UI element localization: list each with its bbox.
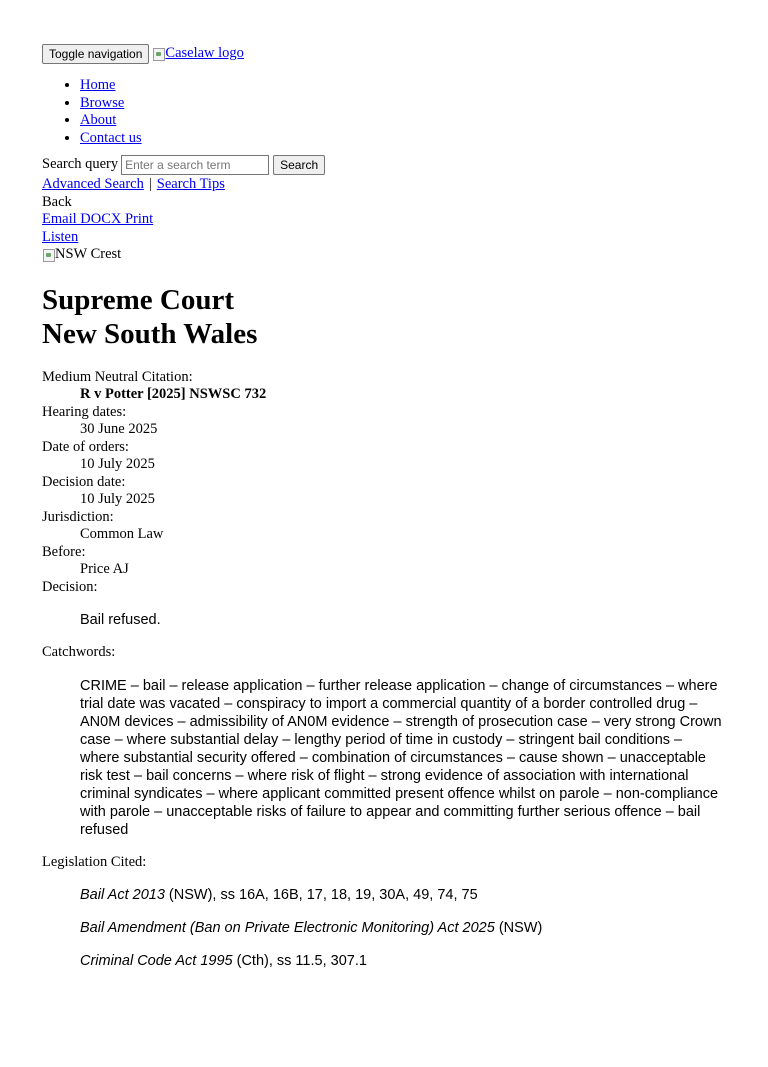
back-text: Back — [42, 193, 72, 210]
before-value: Price AJ — [80, 561, 129, 577]
nav-link-browse[interactable]: Browse — [80, 94, 125, 111]
before-label: Before: — [42, 543, 86, 560]
nsw-crest-alt-text: NSW Crest — [55, 246, 122, 262]
citation-value: R v Potter [2025] NSWSC 732 — [80, 386, 267, 402]
main-nav — [42, 77, 726, 147]
legislation-details: (Cth), ss 11.5, 307.1 — [232, 953, 367, 969]
page — [0, 43, 768, 970]
judgment-metadata — [42, 369, 726, 597]
nav-item-about — [80, 112, 726, 130]
search-input[interactable] — [121, 155, 269, 175]
court-heading-line-1: Supreme Court — [42, 283, 234, 316]
legislation-details: (NSW) — [494, 920, 543, 936]
nav-item-home — [80, 77, 726, 95]
decision-label: Decision: — [42, 578, 98, 595]
decision-date-value: 10 July 2025 — [80, 491, 155, 507]
advanced-search-link[interactable]: Advanced Search — [42, 176, 144, 192]
search-tips-link[interactable]: Search Tips — [156, 176, 225, 192]
search-button[interactable]: Search — [273, 155, 325, 175]
legislation-cited-list — [42, 886, 726, 970]
nav-link-home[interactable]: Home — [80, 77, 116, 93]
search-links-separator: | — [148, 176, 152, 192]
hearing-dates-label: Hearing dates: — [42, 403, 127, 420]
date-of-orders-value: 10 July 2025 — [80, 456, 155, 472]
search-label: Search query — [42, 156, 119, 173]
legislation-title: Bail Amendment (Ban on Private Electronic Monitoring) Act 2025 — [80, 920, 495, 936]
citation-label: Medium Neutral Citation: — [42, 368, 193, 385]
caselaw-logo-link[interactable] — [152, 45, 244, 63]
nav-item-browse — [80, 95, 726, 113]
legislation-title: Bail Act 2013 — [80, 887, 165, 903]
email-docx-print-link[interactable]: Email DOCX Print — [42, 211, 154, 227]
legislation-item — [80, 919, 726, 937]
decision-value: Bail refused. — [80, 612, 161, 628]
legislation-title: Criminal Code Act 1995 — [80, 953, 233, 969]
catchwords-text: CRIME – bail – release application – further release application – change of circumstances – where trial date was vacated – conspiracy to import a commercial quantity of a border controlled drug – AN0M devices – admissibility of AN0M evidence – strength of prosecution case – very strong Crown case – where substantial delay – lengthy period of time in custody – stringent bail conditions – where substantial security offered – combination of circumstances – cause shown – unacceptable risk test – bail concerns – where risk of flight – strong evidence of association with international criminal syndicates – where applicant committed present offence whilst on parole – non-compliance with parole – unacceptable risks of failure to appear and committing further serious offence – bail refused — [80, 677, 722, 838]
nav-link-about[interactable]: About — [80, 112, 117, 128]
nav-link-contact[interactable]: Contact us — [80, 129, 142, 146]
court-heading-line-2: New South Wales — [42, 317, 258, 350]
search-bar — [42, 154, 726, 176]
jurisdiction-value: Common Law — [80, 526, 164, 542]
document-actions — [42, 211, 726, 229]
nsw-crest — [42, 246, 726, 264]
hearing-dates-value: 30 June 2025 — [80, 421, 158, 437]
legislation-details: (NSW), ss 16A, 16B, 17, 18, 19, 30A, 49, 74, 75 — [164, 887, 478, 903]
toggle-navigation-button[interactable]: Toggle navigation — [42, 44, 149, 64]
legislation-item — [80, 952, 726, 970]
broken-image-icon — [42, 248, 55, 262]
listen-row — [42, 229, 726, 247]
nav-item-contact — [80, 130, 726, 148]
catchwords-label: Catchwords: — [42, 644, 116, 660]
top-bar — [42, 43, 726, 65]
court-heading — [42, 283, 726, 351]
date-of-orders-label: Date of orders: — [42, 438, 129, 455]
caselaw-logo-alt-text: Caselaw logo — [165, 45, 244, 62]
legislation-item — [80, 886, 726, 904]
search-links — [42, 176, 726, 194]
legislation-cited-label: Legislation Cited: — [42, 853, 147, 870]
jurisdiction-label: Jurisdiction: — [42, 508, 114, 525]
listen-link[interactable]: Listen — [42, 228, 79, 245]
decision-date-label: Decision date: — [42, 473, 126, 490]
broken-image-icon — [152, 47, 165, 61]
